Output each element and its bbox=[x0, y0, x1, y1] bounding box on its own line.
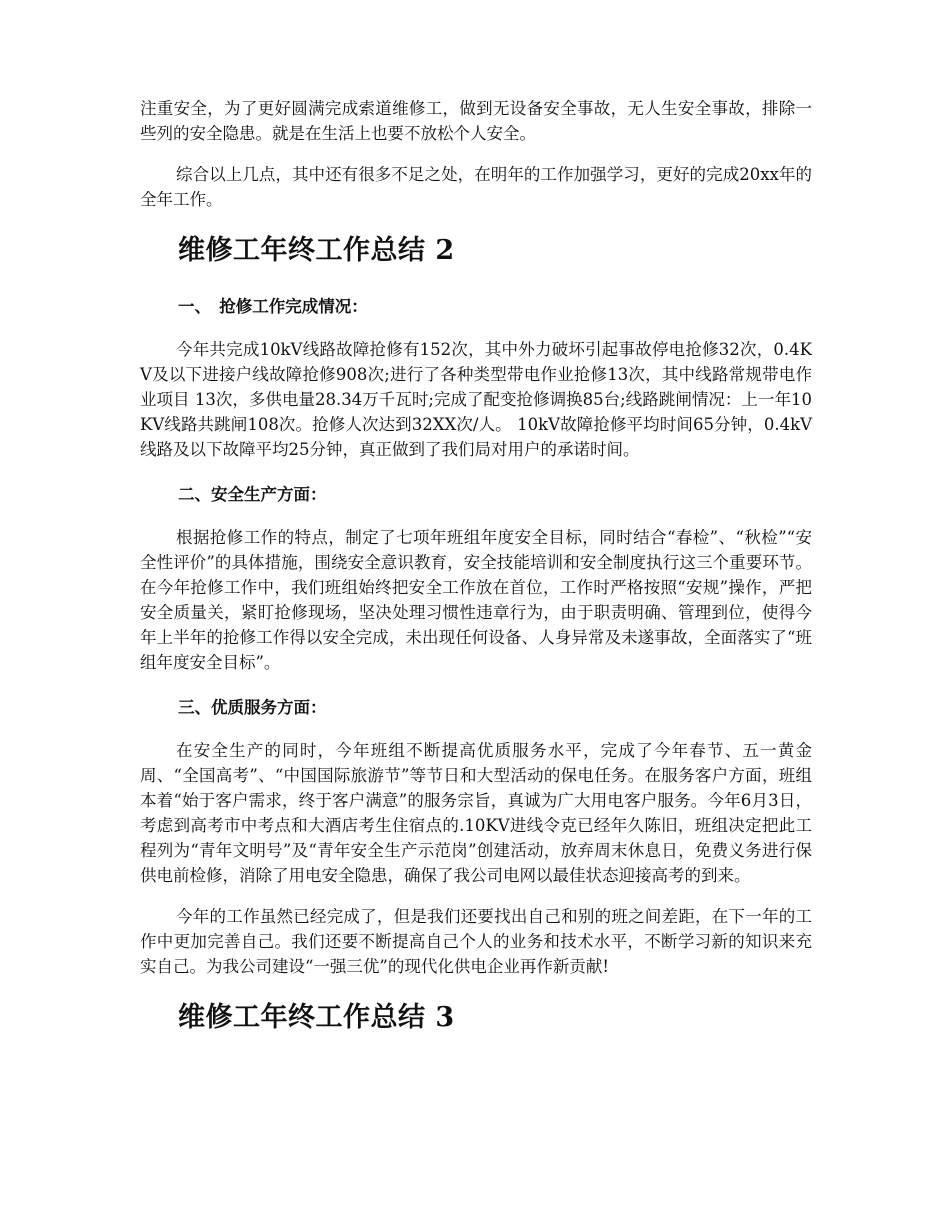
paragraph-repair: 今年共完成10kV线路故障抢修有152次，其中外力破坏引起事故停电抢修32次，0.4KV及以下进接户线故障抢修908次;进行了各种类型带电作业抢修13次，其中线路常规带电作业项目 13次，多供电量28.34万千瓦时;完成了配变抢修调换85台;线路跳闸情况：上一年10KV线路共跳闸108次。抢修人次达到32XX次/人。 10kV故障抢修平均时间65分钟，0.4kV线路及以下故障平均25分钟，真正做到了我们局对用户的承诺时间。 bbox=[140, 340, 812, 459]
paragraph-closing: 今年的工作虽然已经完成了，但是我们还要找出自己和别的班之间差距，在下一年的工作中更加完善自己。我们还要不断提高自己个人的业务和技术水平，不断学习新的知识来充实自己。为我公司建设“一强三优”的现代化供电企业再作新贡献! bbox=[140, 907, 812, 976]
paragraph-safety-production: 根据抢修工作的特点，制定了七项年班组年度安全目标，同时结合“春检”、“秋检”“安全性评价”的具体措施，围绕安全意识教育，安全技能培训和安全制度执行这三个重要环节。在今年抢修工作中，我们班组始终把安全工作放在首位，工作时严格按照“安规”操作，严把安全质量关，紧盯抢修现场，坚决处理习惯性违章行为，由于职责明确、管理到位，使得今年上半年的抢修工作得以安全完成，未出现任何设备、人身异常及未遂事故，全面落实了“班组年度安全目标”。 bbox=[140, 528, 812, 672]
paragraph-service: 在安全生产的同时，今年班组不断提高优质服务水平，完成了今年春节、五一黄金周、“全国高考”、“中国国际旅游节”等节日和大型活动的保电任务。在服务客户方面，班组本着“始于客户需求，终于客户满意”的服务宗旨，真诚为广大用电客户服务。今年6月3日，考虑到高考市中考点和大酒店考生住宿点的.10KV进线令克已经年久陈旧，班组决定把此工程列为“青年文明号”及“青年安全生产示范岗”创建活动，放弃周末休息日，免费义务进行保供电前检修，消除了用电安全隐患，确保了我公司电网以最佳状态迎接高考的到来。 bbox=[140, 741, 812, 885]
section-title-repair: 一、 抢修工作完成情况： bbox=[178, 297, 368, 316]
section-title-service: 三、优质服务方面： bbox=[178, 698, 327, 717]
heading-summary-3: 维修工年终工作总结 3 bbox=[178, 1002, 455, 1033]
paragraph-summary: 综合以上几点，其中还有很多不足之处，在明年的工作加强学习，更好的完成20xx年的全年工作。 bbox=[140, 165, 812, 209]
section-title-safety: 二、安全生产方面： bbox=[178, 485, 327, 504]
document-page bbox=[140, 96, 812, 1035]
heading-summary-2: 维修工年终工作总结 2 bbox=[178, 235, 455, 266]
paragraph-safety: 注重安全，为了更好圆满完成索道维修工，做到无设备安全事故，无人生安全事故，排除一些列的安全隐患。就是在生活上也要不放松个人安全。 bbox=[140, 99, 812, 143]
